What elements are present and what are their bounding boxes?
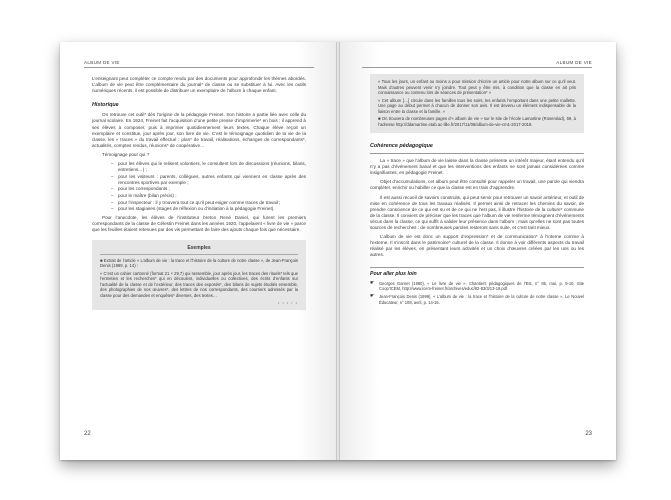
intro-paragraph: L’enseignant peut compléter ce compte rendu par des documents pour approfondir les thèmes abordés. L’album de vie peut être complémentaire du journal* de classe ou se substituer à lui. Avec les outils numériques récents, il est possible de distribuer un exemplaire de l’album à chaque enfant. — [92, 76, 306, 94]
example-item: ■ On trouvera de nombreuses pages d’« album de vie » sur le site de l’école Lamartine (Roserolad), 59, à l’adresse http://ddamartine.etab.ac-lille.fr/2017/11/08/album-de-vie-cm1-2017-2018. — [378, 116, 576, 127]
running-head-left: ALBUM DE VIE — [84, 60, 120, 65]
coherence-paragraph: La « trace » que l’album de vie laisse dans la classe présente un intérêt majeur, étant entendu qu’il n’y a pas d’événement banal et que les interventions des enfants ne sont jamais considérées comme insignifiantes, en pédagogie Freinet. — [370, 158, 584, 176]
open-book — [60, 42, 616, 460]
pointing-hand-icon: ☛ — [370, 279, 375, 286]
historique-paragraph: On retrouve cet outil* dès l’origine de la pédagogie Freinet. Son histoire a partie liée avec celle du journal scolaire. En 1924, Freinet fait l’acquisition d’une petite presse d’imprimerie* en bois ; il apprend à ses élèves à composer, puis à imprimer quotidiennement leurs textes. Chaque élève reçoit un exemplaire et constitue, jour après jour, son livre de vie. C’est le témoignage quotidien de la vie de la classe, les « traces » du travail effectué : plan* de travail, réalisations, échanges de correspondants*, actualités, comptes rendus, réunions* de coopérative… — [92, 112, 306, 148]
pointing-hand-icon: ☛ — [370, 293, 375, 300]
witness-list — [92, 161, 306, 212]
example-quote: « Cet album […] circule dans les familles tous les soirs, les enfants l’emportant dans une petite mallette. Une page au début permet à chacun de donner son avis. Il est devenu un élément indispensable de la liaison entre la classe et la famille. » — [378, 97, 576, 114]
example-item: ■ Extrait de l’article « L’album de vie : la trace et l’histoire de la culture de notre classe », de Jean-François Denis (1999, p. 14) : — [100, 257, 298, 269]
list-item: – pour les stagiaires (stages de réflexion ou d’initiation à la pédagogie Freinet). — [118, 206, 306, 212]
reference-text: Jean-François Denis (1999), « L’album de vie : la trace et l’histoire de la culture de notre classe », Le Nouvel Éducateur, n° 108, avril, p. 14-15. — [379, 294, 584, 305]
section-heading-coherence: Cohérence pédagogique — [370, 143, 433, 149]
right-content — [370, 74, 584, 308]
coherence-paragraph: Objet d’accumulations, cet album peut être consulté pour rappeler un travail, une parole qui viendra compléter, enrichir ou habiller ce que la classe est en train d’apprendre. — [370, 179, 584, 191]
further-reading-title: Pour aller plus loin — [370, 270, 417, 277]
continued-marker: • • • / • — [277, 300, 298, 306]
reference-item — [370, 294, 584, 305]
left-page — [60, 42, 336, 460]
examples-title: Exemples — [187, 244, 211, 251]
further-reading — [370, 267, 584, 306]
header-rule-right — [362, 67, 592, 68]
section-heading-historique: Historique — [92, 102, 119, 109]
examples-rule — [100, 254, 298, 255]
list-item: – pour les visiteurs : parents, collègues, autres enfants qui viennent en classe après des rencontres sportives par exemple ; — [118, 174, 306, 186]
list-item: – pour l’inspecteur : il y trouvera tout ce qu’il peut exiger comme traces de travail ; — [118, 200, 306, 206]
header-rule-left — [84, 67, 314, 68]
examples-box-continued — [370, 74, 584, 133]
page-number-right: 23 — [585, 431, 592, 437]
list-intro: Témoignage pour qui ? — [102, 151, 150, 157]
right-page — [340, 42, 616, 460]
anecdote-paragraph: Pour l’anecdote, les élèves de l’instituteur breton René Daniel, qui furent les premiers correspondants de la classe de Célestin Freinet dans les années 1920, l’appelaient « livre de vie » parce que les feuilles étaient retenues par des vis permettant de faire des ajouts chaque fois que nécessaire. — [92, 215, 306, 233]
reference-text: Georges Garnet (1980), « Le livre de vie », Chantiers pédagogiques de l’Est, n° 85, mai, p. 9-10. Site Coop’ICEM, http://www.icem-freinet.fr/archives/educ/82-83/3/13-19.pdf. — [379, 280, 584, 291]
coherence-paragraph: Il est aussi recueil de savoirs construits, qui peut servir pour retrouver un savoir antérieur, et outil de mise en cohérence de tous les travaux réalisés. Il permet ainsi de retracer les chemins du savoir, de prendre conscience de ce qui est su et de ce qui ne l’est pas, il illustre l’histoire de la culture* commune de la classe. Il convient de préciser que les traces que l’album de vie renferme témoignent d’événements vécus dans la classe, ce qui suffit à valider leur présence dans l’album ; mais qu’elles ne sont pas toutes sources de recherches : de nombreuses paroles resteront sans suite, et c’est tant mieux. — [370, 194, 584, 231]
list-item: – pour les élèves qui le relisent volontiers, le consultent lors de discussions (réunions, bilans, entretiens…) ; — [118, 161, 306, 173]
example-quote: « Tous les jours, un enfant ou moins a pour mission d’écrire un article pour notre album sur ce qu’il veut. Mais d’autres peuvent venir s’y joindre. Tout peut y être mis, à condition que la classe en ait pris connaissance ou contenu lors de séances de présentation* » — [378, 79, 576, 95]
page-number-left: 22 — [84, 431, 91, 437]
examples-box — [92, 240, 306, 311]
running-head-right: ALBUM DE VIE — [556, 60, 592, 65]
section-rule — [370, 153, 584, 154]
list-item: – pour les correspondants ; — [118, 186, 306, 192]
reference-item — [370, 281, 584, 292]
coherence-paragraph: L’album de vie est donc un support d’expression* et de communication* à l’interne comme à l’externe. Il s’inscrit dans le patrimoine* culturel de la classe. Il donne à voir différents aspects du travail réalisé par les élèves, en présentant leurs activités et un choix d’œuvres créées par les uns ou les autres. — [370, 234, 584, 258]
list-item: – pour le maître (bilan précis) ; — [118, 193, 306, 199]
left-content — [92, 76, 306, 310]
example-quote: « C’est un cahier cartonné (format 21 × 29,7) qui rassemble, jour après jour, les traces des rituels* tels que l’entretien et les recherches* qui en découlent, individuelles ou collectives, des écrits d’enfants sur l’actualité de la classe et de l’extérieur, des traces des exposés*, des bilans de sujets étudiés ensemble, des photographies de nos œuvres*, des lettres de nos correspondants, des courriers adressés par la classe pour des demandes et enquêtes* diverses, des textes… — [100, 270, 298, 298]
